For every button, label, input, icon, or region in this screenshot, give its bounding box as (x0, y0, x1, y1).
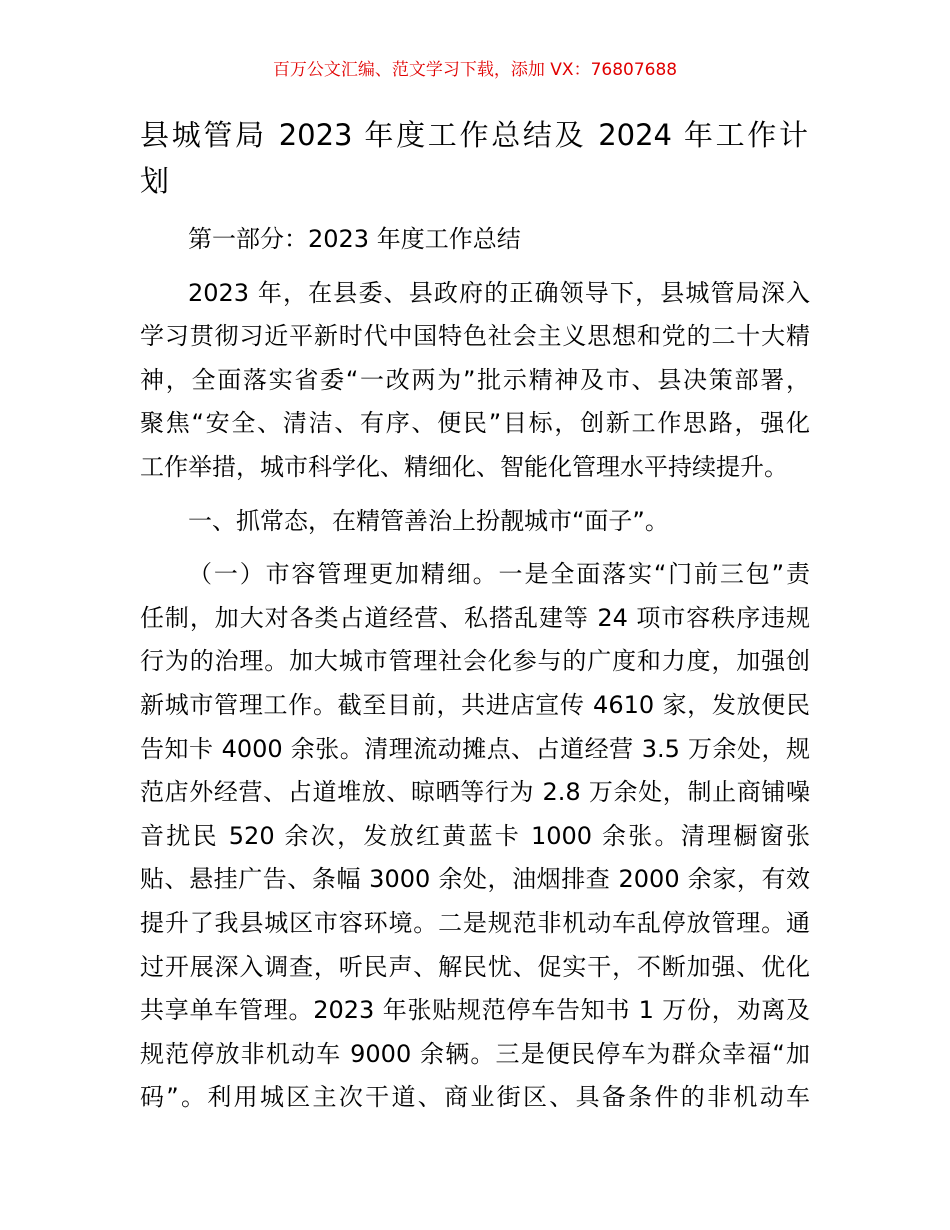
paragraph-line: 码”。利用城区主次干道、商业街区、具备条件的非机动车 (140, 1083, 810, 1112)
paragraph-line: 学习贯彻习近平新时代中国特色社会主义思想和党的二十大精 (140, 322, 810, 351)
subsection-paragraph (140, 553, 810, 1120)
paragraph-line: 工作举措，城市科学化、精细化、智能化管理水平持续提升。 (140, 452, 788, 481)
paragraph-line: 提升了我县城区市容环境。二是规范非机动车乱停放管理。通 (140, 908, 810, 937)
paragraph-line: 过开展深入调查，听民声、解民忧、促实干，不断加强、优化 (140, 952, 810, 981)
promo-header: 百万公文汇编、范文学习下载，添加 VX：76807688 (272, 60, 678, 80)
paragraph-line: 任制，加大对各类占道经营、私搭乱建等 24 项市容秩序违规 (140, 603, 810, 632)
paragraph-line: 一、抓常态，在精管善治上扮靓城市“面子”。 (188, 506, 669, 535)
paragraph-line: 2023 年，在县委、县政府的正确领导下，县城管局深入 (188, 278, 810, 307)
paragraph-line: 告知卡 4000 余张。清理流动摊点、占道经营 3.5 万余处，规 (140, 734, 810, 763)
section-heading-part-one (140, 218, 810, 262)
paragraph-line: 神，全面落实省委“一改两为”批示精神及市、县决策部署， (140, 365, 810, 394)
paragraph-line: 共享单车管理。2023 年张贴规范停车告知书 1 万份，劝离及 (140, 996, 810, 1025)
paragraph-line: 行为的治理。加大城市管理社会化参与的广度和力度，加强创 (140, 647, 810, 676)
paragraph-line: 聚焦“安全、清洁、有序、便民”目标，创新工作思路，强化 (140, 409, 810, 438)
title-line: 县城管局 2023 年度工作总结及 2024 年工作计 (140, 118, 808, 152)
paragraph-line: 规范停放非机动车 9000 余辆。三是便民停车为群众幸福“加 (140, 1039, 810, 1068)
document-body (140, 218, 810, 1130)
paragraph-line: （一）市容管理更加精细。一是全面落实“门前三包”责 (188, 560, 810, 589)
title-line: 划 (140, 164, 170, 198)
paragraph-line: 贴、悬挂广告、条幅 3000 余处，油烟排查 2000 余家，有效 (140, 865, 810, 894)
paragraph-line: 范店外经营、占道堆放、晾晒等行为 2.8 万余处，制止商铺噪 (140, 778, 810, 807)
paragraph-line: 第一部分：2023 年度工作总结 (188, 225, 521, 253)
paragraph-line: 新城市管理工作。截至目前，共进店宣传 4610 家，发放便民 (140, 690, 810, 719)
section-heading-one (140, 500, 810, 544)
document-title (140, 112, 808, 204)
paragraph-line: 音扰民 520 余次，发放红黄蓝卡 1000 余张。清理橱窗张 (140, 821, 810, 850)
intro-paragraph (140, 272, 810, 490)
